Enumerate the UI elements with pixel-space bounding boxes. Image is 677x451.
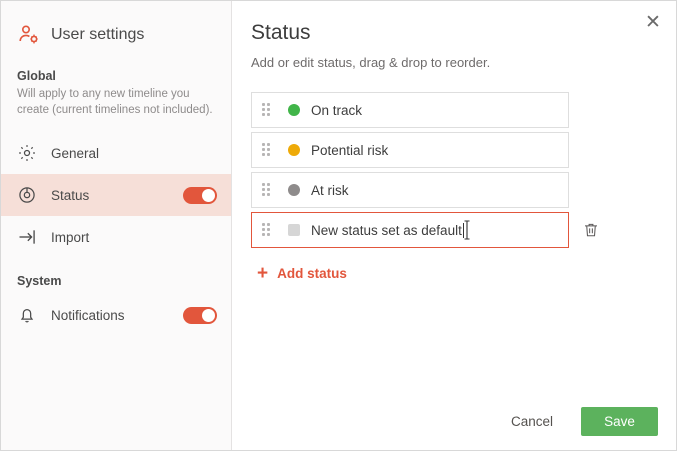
system-section-label: System: [17, 274, 62, 289]
sidebar-item-label: Notifications: [51, 307, 125, 323]
sidebar-item-label: Import: [51, 229, 90, 245]
main-panel: [232, 1, 676, 450]
status-color-swatch[interactable]: [288, 144, 300, 156]
status-label: Potential risk: [311, 142, 389, 158]
add-status-label: Add status: [277, 266, 347, 281]
sidebar-item-label: Status: [51, 187, 90, 203]
global-nav-list: [1, 132, 231, 258]
drag-handle-icon[interactable]: [262, 143, 274, 157]
drag-handle-icon[interactable]: [262, 223, 274, 237]
sidebar-item-import[interactable]: [1, 216, 231, 258]
list-item[interactable]: [251, 132, 569, 168]
global-section-label: Global: [17, 69, 56, 83]
global-section-description: Will apply to any new timeline you create (current timelines not included).: [17, 88, 213, 116]
user-settings-icon: [17, 23, 41, 47]
status-name-input[interactable]: New status set as default: [311, 222, 462, 238]
status-color-swatch[interactable]: [288, 224, 300, 236]
plus-icon: +: [257, 263, 269, 284]
list-item-editing[interactable]: [251, 212, 569, 248]
list-item[interactable]: [251, 92, 569, 128]
sidebar-item-general[interactable]: [1, 132, 231, 174]
text-cursor-pointer: [463, 220, 471, 240]
delete-status-icon[interactable]: [582, 220, 602, 242]
sidebar: [1, 1, 232, 450]
drag-handle-icon[interactable]: [262, 183, 274, 197]
status-label: On track: [311, 102, 363, 118]
import-arrow-icon: [17, 227, 37, 247]
drag-handle-icon[interactable]: [262, 103, 274, 117]
sidebar-item-label: General: [51, 145, 100, 161]
close-icon[interactable]: ✕: [645, 11, 661, 33]
bell-icon: [17, 305, 37, 325]
gear-icon: [17, 143, 37, 163]
cancel-button[interactable]: Cancel: [505, 413, 559, 430]
status-label: At risk: [311, 182, 349, 198]
sidebar-header: [1, 1, 231, 47]
status-color-swatch[interactable]: [288, 104, 300, 116]
status-toggle[interactable]: [183, 187, 217, 204]
dialog-footer: [505, 407, 658, 436]
page-subtitle: Add or edit status, drag & drop to reorder.: [251, 55, 491, 70]
sidebar-title: User settings: [51, 26, 145, 43]
status-color-swatch[interactable]: [288, 184, 300, 196]
sidebar-item-notifications[interactable]: [1, 294, 231, 336]
list-item[interactable]: [251, 172, 569, 208]
status-list: [251, 92, 569, 248]
notifications-toggle[interactable]: [183, 307, 217, 324]
sidebar-item-status[interactable]: [1, 174, 231, 216]
target-icon: [17, 185, 37, 205]
page-title: Status: [251, 21, 311, 44]
add-status-button[interactable]: [257, 264, 347, 283]
system-nav-list: [1, 294, 231, 336]
save-button[interactable]: Save: [581, 407, 658, 436]
